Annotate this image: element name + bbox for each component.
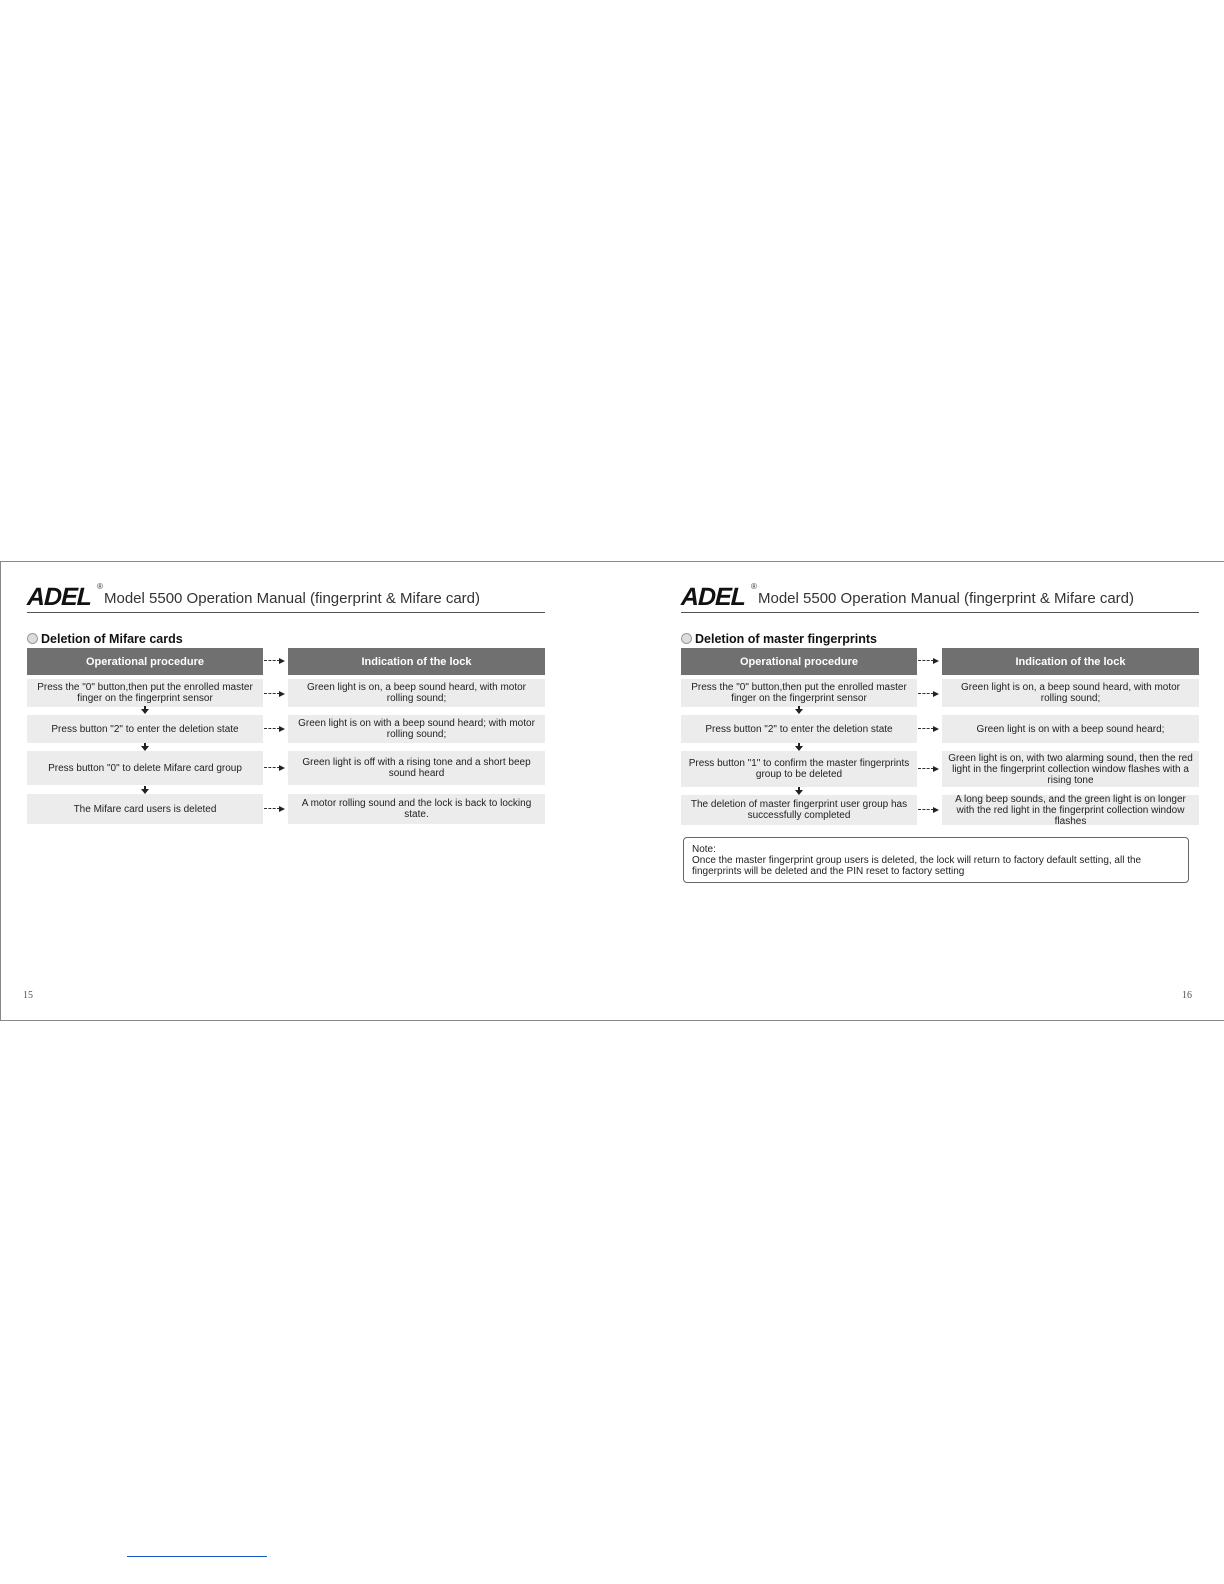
bullet-icon (27, 633, 38, 644)
arrow-right-icon (264, 658, 286, 664)
manual-title: Model 5500 Operation Manual (fingerprint & Mifare card) (758, 590, 1135, 607)
arrow-right-icon (264, 726, 286, 732)
arrow-right-icon (918, 726, 940, 732)
page-header (27, 584, 545, 613)
note-box (683, 837, 1189, 883)
arrow-right-icon (264, 765, 286, 771)
arrow-right-icon (918, 691, 940, 697)
indication-step-2: Green light is on with a beep sound heard; with motor rolling sound; (288, 715, 545, 743)
procedure-step-2: Press button "2" to enter the deletion state (27, 715, 263, 743)
indication-step-1: Green light is on, a beep sound heard, with motor rolling sound; (942, 679, 1199, 707)
col-header-indication: Indication of the lock (942, 648, 1199, 675)
section-title-text: Deletion of master fingerprints (695, 632, 877, 646)
left-page (23, 562, 547, 1020)
indication-step-3: Green light is on, with two alarming sound, then the red light in the fingerprint collection window flashes with a rising tone (942, 751, 1199, 787)
procedure-step-1: Press the "0" button,then put the enrolled master finger on the fingerprint sensor (27, 679, 263, 707)
manual-title: Model 5500 Operation Manual (fingerprint & Mifare card) (104, 590, 481, 607)
indication-step-1: Green light is on, a beep sound heard, with motor rolling sound; (288, 679, 545, 707)
section-title (27, 632, 183, 646)
col-header-indication: Indication of the lock (288, 648, 545, 675)
bullet-icon (681, 633, 692, 644)
procedure-step-4: The deletion of master fingerprint user group has successfully completed (681, 795, 917, 825)
registered-mark: ® (97, 582, 103, 591)
arrow-down-icon (795, 787, 803, 795)
procedure-step-3: Press button "1" to confirm the master fingerprints group to be deleted (681, 751, 917, 787)
procedure-step-2: Press button "2" to enter the deletion state (681, 715, 917, 743)
indication-step-2: Green light is on with a beep sound heard; (942, 715, 1199, 743)
arrow-right-icon (918, 766, 940, 772)
page-number: 16 (1182, 990, 1192, 1001)
manual-spread (0, 561, 1224, 1021)
note-text: Once the master fingerprint group users is deleted, the lock will return to factory default setting, all the fingerprints will be deleted and the PIN reset to factory setting (692, 855, 1142, 877)
arrow-down-icon (141, 706, 149, 714)
note-label: Note: (692, 844, 716, 855)
indication-step-4: A long beep sounds, and the green light is on longer with the red light in the fingerprint collection window flashes (942, 795, 1199, 825)
arrow-down-icon (141, 743, 149, 751)
section-title-text: Deletion of Mifare cards (41, 632, 183, 646)
section-title (681, 632, 877, 646)
indication-step-4: A motor rolling sound and the lock is back to locking state. (288, 794, 545, 824)
col-header-procedure: Operational procedure (681, 648, 917, 675)
arrow-right-icon (918, 658, 940, 664)
procedure-step-3: Press button "0" to delete Mifare card group (27, 751, 263, 785)
col-header-procedure: Operational procedure (27, 648, 263, 675)
registered-mark: ® (751, 582, 757, 591)
arrow-right-icon (264, 806, 286, 812)
right-page (681, 562, 1201, 1020)
brand-logo: ADEL (26, 583, 92, 611)
page-number: 15 (23, 990, 33, 1001)
arrow-down-icon (795, 743, 803, 751)
brand-logo: ADEL (680, 583, 746, 611)
arrow-down-icon (795, 706, 803, 714)
indication-step-3: Green light is off with a rising tone and a short beep sound heard (288, 751, 545, 785)
page-header (681, 584, 1199, 613)
arrow-right-icon (918, 807, 940, 813)
arrow-right-icon (264, 691, 286, 697)
arrow-down-icon (141, 786, 149, 794)
footer-link-underline[interactable] (127, 1556, 267, 1557)
procedure-step-4: The Mifare card users is deleted (27, 794, 263, 824)
procedure-step-1: Press the "0" button,then put the enrolled master finger on the fingerprint sensor (681, 679, 917, 707)
